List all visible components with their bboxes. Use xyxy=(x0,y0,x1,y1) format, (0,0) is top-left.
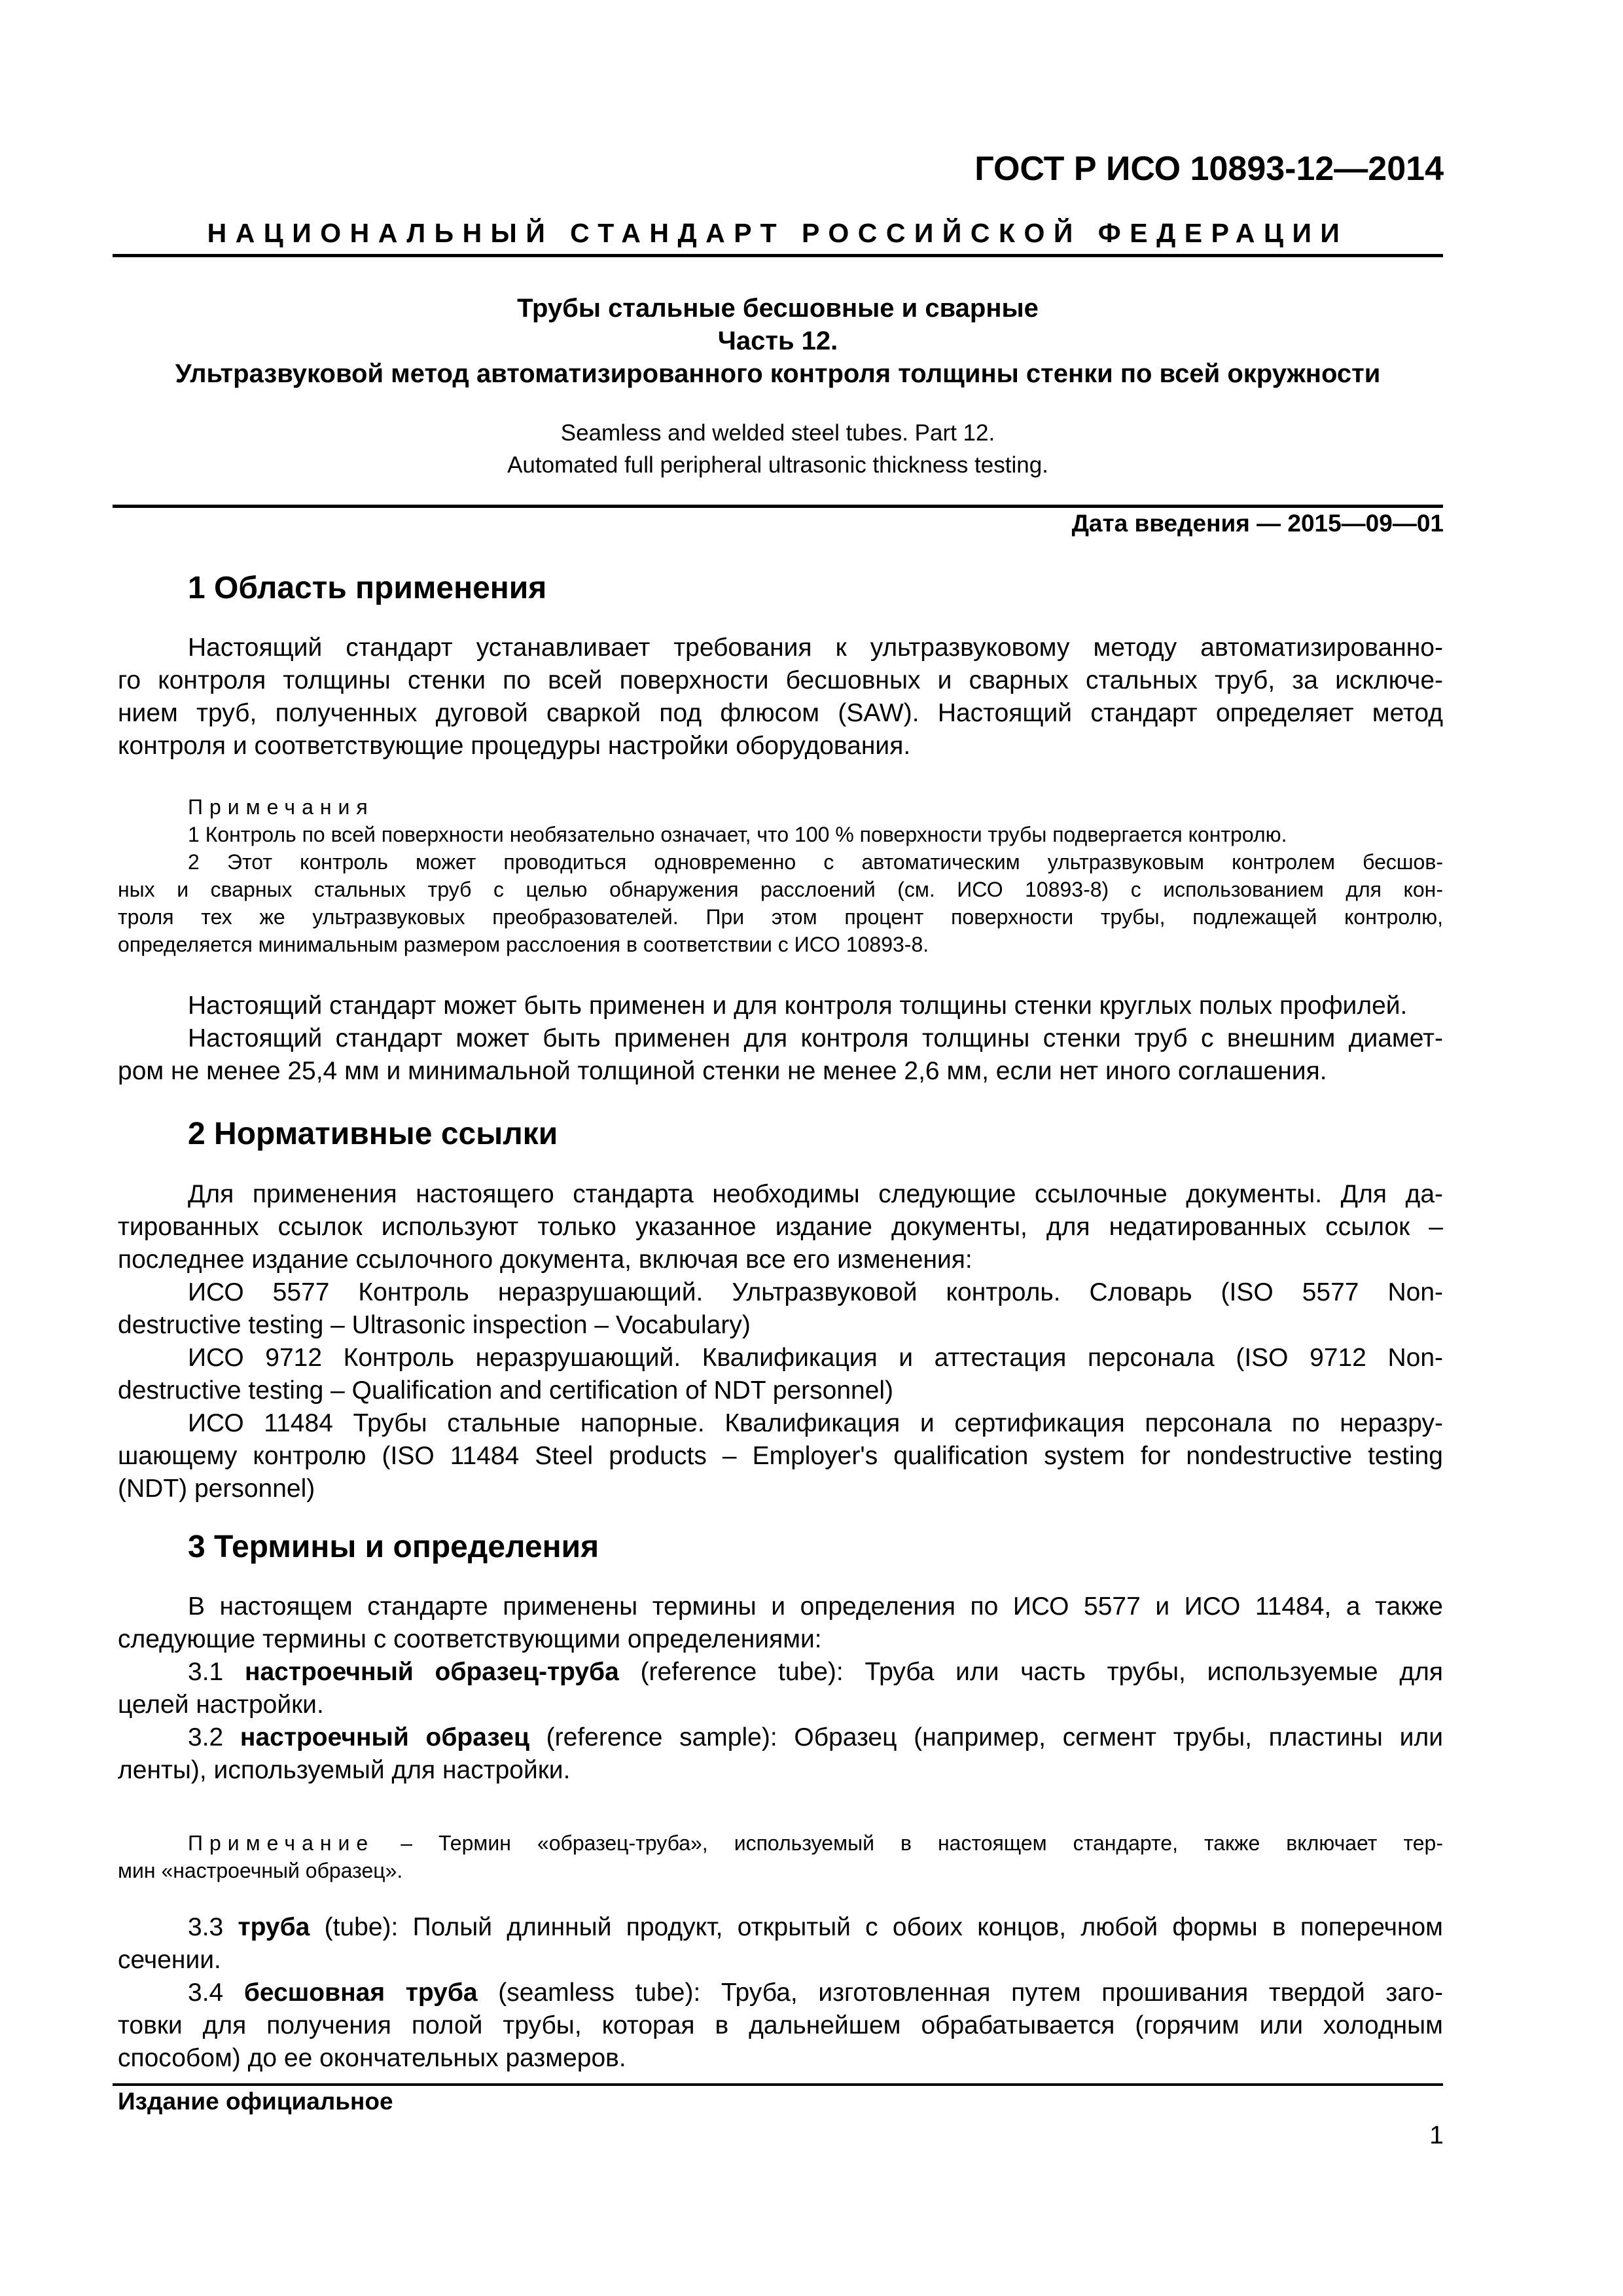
note-label: Примечание xyxy=(188,1831,375,1855)
title-rule xyxy=(113,505,1443,508)
reference-iso-11484: ИСО 11484 Трубы стальные напорные. Квалификация и сертификация персонала по неразру- xyxy=(188,1409,1443,1437)
title-en-line2: Automated full peripheral ultrasonic thickness testing. xyxy=(507,452,1048,478)
title-en-line1: Seamless and welded steel tubes. Part 12. xyxy=(560,420,995,446)
term-3-2-name: настроечный образец xyxy=(240,1723,529,1751)
page-number: 1 xyxy=(1429,2121,1444,2149)
title-ru-line3: Ультразвуковой метод автоматизированного контроля толщины стенки по всей окружности xyxy=(175,359,1381,388)
national-standard-heading: НАЦИОНАЛЬНЫЙ СТАНДАРТ РОССИЙСКОЙ ФЕДЕРАЦИИ xyxy=(207,218,1349,248)
title-ru-line2: Часть 12. xyxy=(717,327,838,355)
term-3-1: 3.1 настроечный образец-труба (reference tube): Труба или часть трубы, используемые для xyxy=(188,1658,1443,1686)
section-2-body: Для применения настоящего стандарта необходимы следующие ссылочные документы. Для да- тированных ссылок используют только указанное издание документы, для недатированных ссылок – последнее издание ссылочного документа, включая все его изменения: ИСО 5577 Контроль неразрушающий. Ультразвуковой контроль. Словарь (ISO 5577 Non- destructive testing – Ultrasonic inspection – Vocabulary) ИСО 9712 Контроль неразрушающий. Квалификация и аттестация персонала (ISO 9712 Non- destructive testing – Qualification and certification of NDT personnel) ИСО 11484 Трубы стальные напорные. Квалификация и сертификация персонала по неразру- шающему контролю (ISO 11484 Steel products – Employer's qualification system for nondestructive testing (NDT) personnel) xyxy=(118,1180,1443,1503)
introduction-date: Дата введения — 2015—09—01 xyxy=(1071,510,1444,537)
standard-code: ГОСТ Р ИСО 10893-12—2014 xyxy=(974,150,1444,188)
term-3-2: 3.2 настроечный образец (reference sample): Образец (например, сегмент трубы, пластины или xyxy=(188,1723,1443,1751)
title-ru-line1: Трубы стальные бесшовные и сварные xyxy=(517,294,1039,323)
note-2-line1: 2 Этот контроль может проводиться одновременно с автоматическим ультразвуковым контролем бесшов- xyxy=(188,850,1443,874)
term-3-3: 3.3 труба (tube): Полый длинный продукт, открытый с обоих концов, любой формы в поперечном xyxy=(188,1913,1443,1941)
footer-rule xyxy=(113,2083,1443,2086)
section-3-body: В настоящем стандарте применены термины и определения по ИСО 5577 и ИСО 11484, а также следующие термины с соответствующими определениями: 3.1 настроечный образец-труба (reference tube): Труба или часть трубы, используемые для целей настройки. 3.2 настроечный образец (reference sample): Образец (например, сегмент трубы, пластины или ленты), используемый для настройки. xyxy=(118,1592,1443,1784)
note-1: 1 Контроль по всей поверхности необязательно означает, что 100 % поверхности трубы подвергается контролю. xyxy=(188,823,1287,846)
note-2-line3: троля тех же ультразвуковых преобразователей. При этом процент поверхности трубы, подлежащей контролю, xyxy=(118,905,1443,929)
reference-iso-5577: ИСО 5577 Контроль неразрушающий. Ультразвуковой контроль. Словарь (ISO 5577 Non- xyxy=(188,1278,1443,1306)
note-2-line4: определяется минимальным размером расслоения в соответствии с ИСО 10893-8. xyxy=(118,933,929,956)
header-rule xyxy=(113,254,1443,257)
section-1-notes xyxy=(118,793,1443,958)
reference-iso-9712: ИСО 9712 Контроль неразрушающий. Квалификация и аттестация персонала (ISO 9712 Non- xyxy=(188,1344,1443,1372)
term-3-3-name: труба xyxy=(238,1913,310,1941)
term-3-4: 3.4 бесшовная труба (seamless tube): Труба, изготовленная путем прошивания твердой заго- xyxy=(188,1979,1443,2007)
section-1-paragraph-2: Настоящий стандарт может быть применен и для контроля толщины стенки круглых полых профилей. Настоящий стандарт может быть применен для контроля толщины стенки труб с внешним диамет- ром не менее 25,4 мм и минимальной толщиной стенки не менее 2,6 мм, если нет иного соглашения. xyxy=(118,992,1443,1085)
document-title xyxy=(113,292,1443,390)
section-3-heading: 3 Термины и определения xyxy=(188,1530,599,1564)
section-3-note: Примечание – Термин «образец-труба», используемый в настоящем стандарте, также включает тер- мин «настроечный образец». xyxy=(118,1831,1443,1882)
note-2-line2: ных и сварных стальных труб с целью обнаружения расслоений (см. ИСО 10893-8) с использованием для кон- xyxy=(118,878,1443,901)
section-1-heading: 1 Область применения xyxy=(188,571,547,605)
notes-label: Примечания xyxy=(188,795,374,819)
document-title-english xyxy=(113,417,1443,481)
section-1-paragraph-1: Настоящий стандарт устанавливает требования к ультразвуковому методу автоматизированно- го контроля толщины стенки по всей поверхности бесшовных и сварных стальных труб, за исключе- нием труб, полученных дуговой сваркой под флюсом (SAW). Настоящий стандарт определяет метод контроля и соответствующие процедуры настройки оборудования. xyxy=(118,634,1443,760)
term-3-1-name: настроечный образец-труба xyxy=(244,1658,619,1686)
section-3-body-continued: 3.3 труба (tube): Полый длинный продукт, открытый с обоих концов, любой формы в поперечном сечении. 3.4 бесшовная труба (seamless tube): Труба, изготовленная путем прошивания твердой заго- товки для получения полой трубы, которая в дальнейшем обрабатывается (горячим или холодным способом) до ее окончательных размеров. xyxy=(118,1911,1443,2075)
official-edition-label: Издание официальное xyxy=(118,2088,393,2115)
term-3-4-name: бесшовная труба xyxy=(243,1979,478,2007)
section-2-heading: 2 Нормативные ссылки xyxy=(188,1117,558,1151)
